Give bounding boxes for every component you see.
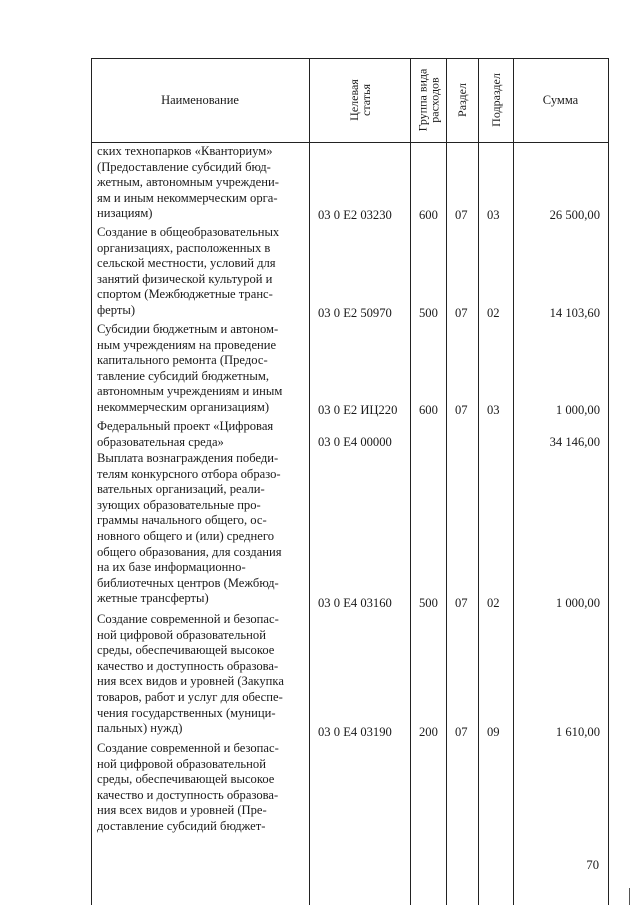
- header-target-article-line2: статья: [358, 84, 373, 116]
- header-expense-group-line2: расходов: [427, 77, 441, 123]
- column-divider-4: [478, 58, 479, 905]
- row-description: Выплата вознаграждения победи- телям конкурсного отбора образо- вательных организаций, реали- зующих образовательные про- граммы начального общего, ос- новного общего и (или) среднего общего образования, для создания на их базе информационно- библиотечных центров (Межбюд- жетные трансферты): [97, 451, 282, 606]
- header-expense-group-label: [416, 69, 440, 132]
- header-bottom-border: [91, 142, 608, 143]
- header-amount: [513, 58, 608, 142]
- column-divider-3: [446, 58, 447, 905]
- row-subsection: 02: [487, 596, 500, 610]
- header-section: [446, 58, 478, 142]
- row-group: 600: [419, 208, 438, 222]
- header-expense-group: [410, 58, 446, 142]
- table-left-border: [91, 58, 92, 905]
- row-section: 07: [455, 208, 468, 222]
- header-target-article-line1: Целевая: [346, 79, 361, 121]
- row-amount: 14 103,60: [549, 306, 600, 320]
- row-section: 07: [455, 725, 468, 739]
- column-divider-5: [513, 58, 514, 905]
- row-subsection: 09: [487, 725, 500, 739]
- column-divider-1: [309, 58, 310, 905]
- row-description: ских технопарков «Кванториум» (Предоставление субсидий бюд- жетным, автономным учреждени- ям и иным некоммерческим орга- низациям): [97, 144, 279, 221]
- row-code: 03 0 E2 50970: [318, 306, 392, 320]
- row-code: 03 0 E2 ИЦ220: [318, 403, 398, 417]
- header-section-label: Раздел: [455, 83, 470, 117]
- row-section: 07: [455, 596, 468, 610]
- row-subsection: 02: [487, 306, 500, 320]
- row-section: 07: [455, 403, 468, 417]
- row-amount: 26 500,00: [549, 208, 600, 222]
- row-subsection: 03: [487, 208, 500, 222]
- row-description: Федеральный проект «Цифровая образовательная среда»: [97, 419, 274, 449]
- row-group: 600: [419, 403, 438, 417]
- row-code: 03 0 E4 03190: [318, 725, 392, 739]
- margin-mark: [629, 888, 630, 905]
- page-number: 70: [586, 858, 599, 872]
- header-amount-label: Сумма: [542, 92, 579, 107]
- row-amount: 1 000,00: [555, 403, 600, 417]
- row-code: 03 0 E4 03160: [318, 596, 392, 610]
- row-description: Создание современной и безопас- ной цифровой образовательной среды, обеспечивающей высокое качество и доступность образова- ния всех видов и уровней (Закупка товаров, работ и услуг для обеспе- чения государственных (муници- пальных) нужд): [97, 612, 284, 736]
- row-subsection: 03: [487, 403, 500, 417]
- column-divider-2: [410, 58, 411, 905]
- header-expense-group-line1: Группа вида: [415, 68, 429, 132]
- header-subsection: [478, 58, 513, 142]
- row-description: Создание современной и безопас- ной цифровой образовательной среды, обеспечивающей высокое качество и доступность образова- ния всех видов и уровней (Пре- доставление субсидий бюджет-: [97, 741, 279, 833]
- row-code: 03 0 E4 00000: [318, 435, 392, 449]
- row-group: 500: [419, 306, 438, 320]
- row-description: Создание в общеобразовательных организациях, расположенных в сельской местности, условий для занятий физической культурой и спортом (Межбюджетные транс- ферты): [97, 225, 280, 317]
- header-name-label: Наименование: [161, 92, 239, 107]
- header-subsection-label: Подраздел: [488, 73, 503, 127]
- row-amount: 1 000,00: [555, 596, 600, 610]
- row-description: Субсидии бюджетным и автоном- ным учреждениям на проведение капитального ремонта (Предос- тавление субсидий бюджетным, автономным учреждениям и иным некоммерческим организациям): [97, 322, 283, 414]
- table-right-border: [608, 58, 609, 905]
- row-amount: 1 610,00: [555, 725, 600, 739]
- header-target-article: [309, 58, 410, 142]
- row-section: 07: [455, 306, 468, 320]
- row-group: 500: [419, 596, 438, 610]
- header-target-article-label: [347, 79, 371, 121]
- row-amount: 34 146,00: [549, 435, 600, 449]
- header-name: [91, 58, 309, 142]
- row-code: 03 0 E2 03230: [318, 208, 392, 222]
- row-group: 200: [419, 725, 438, 739]
